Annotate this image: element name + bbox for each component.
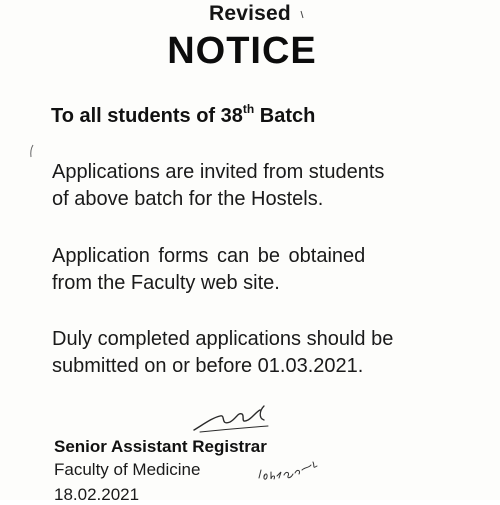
paragraph-forms <box>52 243 365 297</box>
handwritten-signature <box>190 396 280 436</box>
pen-mark-icon <box>300 10 306 20</box>
notice-title: NOTICE <box>167 30 317 72</box>
recipient-line <box>51 102 316 128</box>
revised-label: Revised <box>209 2 291 25</box>
paragraph-line: submitted on or before 01.03.2021. <box>52 355 364 377</box>
recipient-suffix: Batch <box>254 105 316 127</box>
paragraph-applications <box>52 159 384 213</box>
margin-mark-icon <box>28 144 36 158</box>
paragraph-deadline <box>52 326 393 380</box>
recipient-prefix: To all students of 38 <box>51 105 243 127</box>
paragraph-line: of above batch for the Hostels. <box>52 188 324 210</box>
paragraph-line: Application forms can be obtained <box>52 245 366 267</box>
signatory-faculty: Faculty of Medicine <box>54 460 201 479</box>
paragraph-line: Duly completed applications should be <box>52 328 394 350</box>
paragraph-line: from the Faculty web site. <box>52 272 280 294</box>
signatory-title: Senior Assistant Registrar <box>54 437 267 456</box>
handwritten-date-scribble <box>255 448 325 486</box>
signatory-date: 18.02.2021 <box>54 485 140 504</box>
recipient-superscript: th <box>242 102 255 116</box>
paragraph-line: Applications are invited from students <box>52 161 385 183</box>
